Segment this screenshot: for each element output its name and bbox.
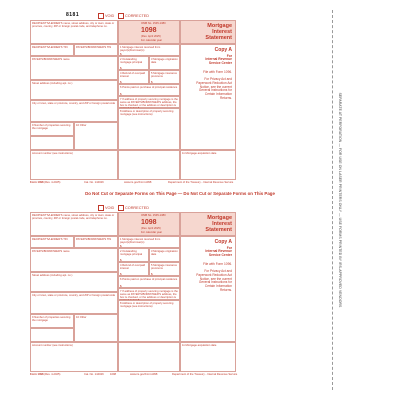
copy-info-cell [180,44,236,150]
payer-name-label: PAYER'S/BORROWER'S name [32,58,70,61]
city-label: City or town, state or province, country, and ZIP or foreign postal code [32,102,116,105]
title-line-3-2: Statement [205,227,232,233]
footer-url-2: www.irs.gov/Form1098 [130,373,158,376]
recipient-tin-label-2: RECIPIENT'S/LENDER'S TIN [32,238,68,241]
payer-tin-field[interactable] [74,44,118,56]
box7-field[interactable] [118,96,180,108]
footer-rev: (Rev. 4-2025) [44,181,61,184]
title-line-3: Statement [205,35,232,41]
box5-field-2[interactable] [149,262,180,276]
box1-dollar-2: $ [120,244,122,248]
title-line-2-2: Interest [212,221,232,227]
box2-dollar-2: $ [120,258,122,262]
box5-field[interactable] [149,70,180,84]
payer-tin-label: PAYER'S/BORROWER'S TIN [76,46,112,49]
box2-field-2[interactable] [118,248,149,262]
box4-label: 4 Refund of overpaid interest [120,72,145,78]
copy-privacy-2: For Privacy Act and Paperwork Reduction Act Notice, see the current General Instructions for Certain Information Returns. [196,269,232,292]
box2-field[interactable] [118,56,149,70]
account-label: Account number (see instructions) [32,152,73,155]
copy-irs-2: Internal Revenue Service Center [205,249,232,257]
recipient-label-2: RECIPIENT'S/LENDER'S name, street address, city or town, state or province, country, ZIP or foreign postal code, and telephone no. [32,214,115,220]
form-grid-2 [30,212,330,372]
perforation-rail [332,10,351,390]
box7-label-2: 7 If address of property securing mortgage is the same as PAYER'S/BORROWER'S address, the box is checked, or the address or description is [120,290,178,299]
box6-label-2: 6 Points paid on purchase of principal residence [120,278,178,281]
form-1098-top [30,10,330,188]
box6-dollar: $ [120,92,122,96]
form-title-2 [205,215,232,233]
box3-field-2[interactable] [149,248,180,262]
city-label-2: City or town, state or province, country, and ZIP or foreign postal code [32,294,116,297]
footer-form-label: Form 1098 [30,181,44,184]
box3-field[interactable] [149,56,180,70]
box5-dollar: $ [151,80,153,84]
form-title [205,23,232,41]
box8-label-2: 8 Address or description of property securing mortgage (see instructions) [120,302,174,308]
copy-info-cell-2 [180,236,236,342]
title-cell-2 [180,212,236,236]
box11-field-2[interactable] [180,342,236,372]
footer-page-2: 1098 [110,373,116,376]
box9-label: 9 Number of properties securing the mortgage [32,124,71,130]
copy-instructions: File with Form 1096. [203,70,232,74]
copy-irs: Internal Revenue Service Center [205,57,232,65]
cut-line-text: Do Not Cut or Separate Forms on This Page — Do Not Cut or Separate Forms on This Page [85,190,275,196]
copy-instructions-2: File with Form 1096. [203,262,232,266]
box8-field[interactable] [118,108,180,150]
payer-tin-field-2[interactable] [74,236,118,248]
box2-label: 2 Outstanding mortgage principal [120,58,143,64]
title-line-2: Interest [212,29,232,35]
omb-number: OMB No. 1545-1380 [141,22,166,25]
box10-field[interactable] [74,122,118,150]
box8-field-2[interactable] [118,300,180,342]
void-checkbox[interactable] [98,13,114,19]
omb-cell-2 [118,212,180,236]
box11-label: 11 Mortgage acquisition date [182,152,217,155]
box6-field-2[interactable] [118,276,180,288]
box10-blank-2 [118,342,180,372]
cut-line [30,188,330,198]
box10-field-2[interactable] [74,314,118,342]
form-footer [30,180,330,186]
title-line-1-2: Mortgage [207,215,232,221]
footer-url: www.irs.gov/Form1098 [124,181,152,184]
account-field-2[interactable] [30,342,118,372]
copy-label: Copy A [214,47,232,53]
box5-label: 5 Mortgage insurance premiums [151,72,177,78]
copy-privacy: For Privacy Act and Paperwork Reduction Act Notice, see the current General Instructions for Certain Information Returns. [196,77,232,100]
footer-cat: Cat. No. 14402K [84,181,104,184]
form-code: 8181 [66,12,80,18]
payer-name-label-2: PAYER'S/BORROWER'S name [32,250,70,253]
void-label-2: VOID [105,206,115,210]
box7-label: 7 If address of property securing mortgage is the same as PAYER'S/BORROWER'S address, the box is checked, or the address or description is [120,98,178,107]
box10-label-2: 10 Other [76,316,87,319]
corrected-checkbox[interactable] [118,13,149,19]
box1-field[interactable] [118,44,180,56]
omb-number-2: OMB No. 1545-1380 [141,214,166,217]
box1-dollar: $ [120,52,122,56]
street-field-2[interactable] [30,272,118,292]
title-line-1: Mortgage [207,23,232,29]
recipient-field-2[interactable] [30,212,118,236]
box8-label: 8 Address or description of property securing mortgage (see instructions) [120,110,174,116]
city-field[interactable] [30,100,118,122]
box1-label-2: 1 Mortgage interest received from payer(s)/borrower(s) [120,238,161,244]
box4-label-2: 4 Refund of overpaid interest [120,264,145,270]
box3-label: 3 Mortgage origination date [151,58,178,64]
copy-for-2: For [226,246,232,250]
corrected-checkbox-2[interactable] [118,205,149,211]
omb-cell [118,20,180,44]
street-field[interactable] [30,80,118,100]
copy-label-2: Copy A [214,239,232,245]
corrected-label-2: CORRECTED [125,206,150,210]
recipient-field[interactable] [30,20,118,44]
form-rev: (Rev. April 2025) [141,35,161,38]
box9-field-2[interactable] [30,314,74,328]
box11-field[interactable] [180,150,236,180]
box5-label-2: 5 Mortgage insurance premiums [151,264,177,270]
box9-blank-2 [30,328,74,342]
void-label: VOID [105,14,115,18]
box3-label-2: 3 Mortgage origination date [151,250,178,256]
form-sheet [30,10,330,390]
box4-dollar: $ [120,80,122,84]
box2-label-2: 2 Outstanding mortgage principal [120,250,143,256]
footer-form-label-2: Form 1098 [30,373,44,376]
box4-field-2[interactable] [118,262,149,276]
box9-label-2: 9 Number of properties securing the mortgage [32,316,71,322]
payer-name-field-2[interactable] [30,248,118,272]
recipient-tin-field-2[interactable] [30,236,74,248]
footer-form-2 [30,373,60,376]
form-rev-2: (Rev. April 2025) [141,227,161,230]
box1-field-2[interactable] [118,236,180,248]
form-footer-2 [30,372,330,378]
form-number-2: 1098 [141,219,157,226]
box6-dollar-2: $ [120,284,122,288]
account-label-2: Account number (see instructions) [32,344,73,347]
box10-blank [118,150,180,180]
recipient-tin-field[interactable] [30,44,74,56]
box9-blank [30,136,74,150]
box5-dollar-2: $ [151,272,153,276]
recipient-tin-label: RECIPIENT'S/LENDER'S TIN [32,46,68,49]
form-grid [30,20,330,180]
city-field-2[interactable] [30,292,118,314]
calendar-year: For calendar year [141,39,163,42]
footer-rev-2: (Rev. 4-2025) [44,373,61,376]
box6-field[interactable] [118,84,180,96]
box10-label: 10 Other [76,124,87,127]
box6-label: 6 Points paid on purchase of principal residence [120,86,178,89]
street-label-2: Street address (including apt. no.) [32,274,73,277]
title-cell [180,20,236,44]
box7-field-2[interactable] [118,288,180,300]
footer-dept: Department of the Treasury - Internal Revenue Service [168,181,234,184]
box11-label-2: 11 Mortgage acquisition date [182,344,217,347]
recipient-label: RECIPIENT'S/LENDER'S name, street address, city or town, state or province, country, ZIP or foreign postal code, and telephone no. [32,22,115,28]
rail-text: SEPARATE AT PERFORATION — FOR USE ON LASER PRINTERS ONLY — USE FORMS PRINTED BY IRS-APPROVED VENDORS [338,92,342,308]
void-checkbox-2[interactable] [98,205,114,211]
account-field[interactable] [30,150,118,180]
form-1098-bottom [30,202,330,380]
corrected-label: CORRECTED [125,14,150,18]
box1-label: 1 Mortgage interest received from payer(s)/borrower(s) [120,46,161,52]
form-number: 1098 [141,27,157,34]
footer-dept-2: Department of the Treasury - Internal Revenue Service [172,373,238,376]
box4-field[interactable] [118,70,149,84]
payer-name-field[interactable] [30,56,118,80]
calendar-year-2: For calendar year [141,231,163,234]
copy-for: For [226,54,232,58]
street-label: Street address (including apt. no.) [32,82,73,85]
box4-dollar-2: $ [120,272,122,276]
footer-cat-2: Cat. No. 14402K [84,373,104,376]
footer-form [30,181,60,184]
payer-tin-label-2: PAYER'S/BORROWER'S TIN [76,238,112,241]
box9-field[interactable] [30,122,74,136]
box2-dollar: $ [120,66,122,70]
